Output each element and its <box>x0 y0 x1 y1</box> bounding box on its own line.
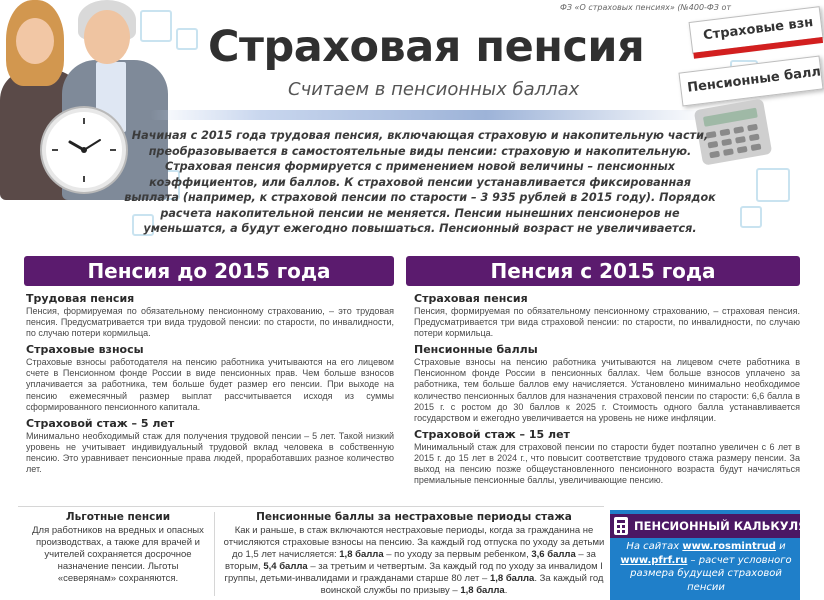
section-title: Страховые взносы <box>26 343 144 357</box>
section-text: Минимально необходимый стаж для получения трудовой пенсии – 5 лет. Такой низкий уровень не учитывает индивидуальный трудовой вклад человека в собственную пенсию. Это уравнивает пенсионные права людей, проработавших разное количество лет. <box>26 430 394 475</box>
calculator-icon <box>614 517 628 535</box>
column-before-2015 <box>26 292 394 504</box>
folder-label: Страховые взн <box>702 15 814 44</box>
points-value: 1,8 балла <box>489 573 535 584</box>
non-insurance-periods-text: Как и раньше, в стаж включаются нестраховые периоды, когда за гражданина не отчисляются страховые взносы на пенсию. За каждый год отпуска по уходу за детьми до 1,5 лет начисляется: 1,8 балла – по уходу за первым ребенком, 3,6 балла – за вторым, 5,4 балла – за третьим и четвертым. За каждый год по уходу за инвалидом I группы, детьми-инвалидами и гражданами старше 80 лет – 1,8 балла. За каждый год воинской службы по призыву – 1,8 балла. <box>223 525 605 596</box>
section-title: Страховая пенсия <box>414 292 528 305</box>
section-text: Пенсия, формируемая по обязательному пенсионному страхованию, – это трудовая пенсия. Предусматривается три вида трудовой пенсии: по старости, по инвалидности, по случаю потери кормильца. <box>26 306 394 339</box>
intro-paragraph: Начиная с 2015 года трудовая пенсия, включающая страховую и накопительную части, преобразовывается в самостоятельные виды пенсии: страховую и накопительную. Страховая пенсия формируется с применением новой величины – пенсионных коэффициентов, или баллов. К страховой пенсии устанавливается фиксированная выплата (например, к страховой пенсии по старости – 3 935 рублей в 2015 году). Порядок расчета накопительной пенсии не меняется. Пенсии нынешних пенсионеров не уменьшатся, а будут ежегодно повышаться. Пенсионный возраст не увеличивается. <box>124 129 716 235</box>
link-pfrf[interactable]: www.pfrf.ru <box>620 554 688 566</box>
clock-icon <box>42 108 126 192</box>
header-pension-from-2015: Пенсия с 2015 года <box>406 256 800 286</box>
non-insurance-periods-title: Пенсионные баллы за нестраховые периоды стажа <box>256 511 572 523</box>
page-subtitle: Считаем в пенсионных баллах <box>288 79 580 100</box>
section-text: Страховые взносы на пенсию работника учитываются на лицевом счете работника в Пенсионном фонде России в пенсионных баллах. Чем больше взносов уплачено за работника, тем больше баллов ему начисляется. Установлено минимально необходимое количество пенсионных баллов для назначения страховой пенсии по старости: 6,6 балла в 2015 г. с ростом до 30 баллов к 2025 г. Стоимость одного балла устанавливается государством и ежегодно увеличивается на уровень не ниже инфляции. <box>414 357 800 423</box>
folder-insurance-contributions <box>689 6 824 54</box>
section-text: Минимальный стаж для страховой пенсии по старости будет поэтапно увеличен с 6 лет в 2015 г. до 15 лет в 2024 г., что повысит соответствие трудового стажа размеру пенсии. За выход на пенсию позже общеустановленного пенсионного возраста будут начисляться премиальные пенсионные баллы, увеличивающие пенсию. <box>414 441 800 486</box>
pension-calculator-header <box>610 514 815 538</box>
pension-calculator-box <box>610 510 815 600</box>
folder-pension-points <box>678 55 823 106</box>
section-text: Пенсия, формируемая по обязательному пенсионному страхованию, – страховая пенсия. Предусматривается три вида страховой пенсии: по старости, по инвалидности, по случаю потери кормильца. <box>414 306 800 339</box>
privileged-pensions-text: Для работников на вредных и опасных производствах, а также для врачей и учителей сохраняется досрочное назначение пенсии. Льготы «северянам» сохраняются. <box>32 525 204 584</box>
section-text: Страховые взносы работодателя на пенсию работника учитываются на его лицевом счете в Пенсионном фонде России в виде пенсионных прав. Чем больше взносов уплачивается за работника, тем больше будет размер его пенсии. При выходе на пенсию ежемесячный размер выплат рассчитывается исходя из суммы сформированного пенсионного капитала. <box>26 357 394 412</box>
privileged-pensions-title: Льготные пенсии <box>65 511 171 523</box>
bottom-column-divider <box>214 512 215 596</box>
column-from-2015 <box>414 292 800 504</box>
points-value: 3,6 балла <box>531 549 576 560</box>
pension-calculator-text: На сайтах www.rosmintrud и www.pfrf.ru – расчет условного размера будущей страховой пенсии <box>620 541 792 593</box>
folder-label: Пенсионные балл <box>686 64 822 96</box>
brush-stroke-divider <box>150 110 710 120</box>
page-title: Страховая пенсия <box>208 22 645 72</box>
points-value: 5,4 балла <box>263 561 308 572</box>
pension-calculator-title: ПЕНСИОННЫЙ КАЛЬКУЛЯТ <box>634 519 815 533</box>
points-value: 1,8 балла <box>460 585 505 596</box>
points-value: 1,8 балла <box>339 549 384 560</box>
section-title: Пенсионные баллы <box>414 343 538 357</box>
privileged-pensions-block <box>28 511 208 585</box>
bottom-divider <box>18 506 604 507</box>
section-title: Страховой стаж – 5 лет <box>26 416 175 430</box>
section-title: Страховой стаж – 15 лет <box>414 427 570 441</box>
section-title: Трудовая пенсия <box>26 292 135 305</box>
law-reference: ФЗ «О страховых пенсиях» (№400-ФЗ от <box>560 3 732 12</box>
link-rosmintrud[interactable]: www.rosmintrud <box>682 541 776 552</box>
non-insurance-periods-block <box>222 511 606 597</box>
header-pension-before-2015: Пенсия до 2015 года <box>24 256 394 286</box>
